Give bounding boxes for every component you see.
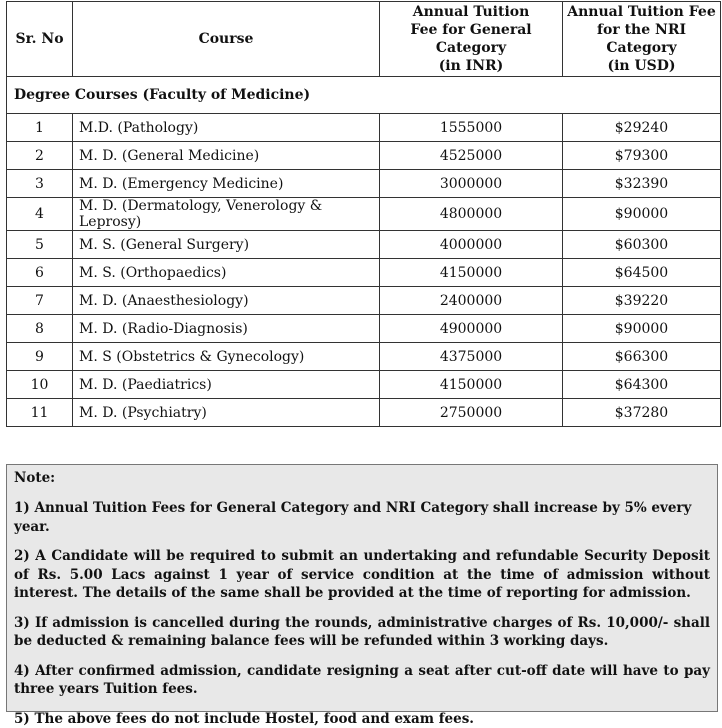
cell-sr-no: 9 — [7, 343, 73, 371]
section-row — [7, 77, 721, 114]
header-nri-fee-line: Annual Tuition Fee — [563, 3, 720, 21]
header-sr-no: Sr. No — [7, 2, 73, 77]
table-header-row — [7, 2, 721, 77]
cell-nri-fee: $37280 — [563, 399, 721, 427]
header-nri-fee — [563, 2, 721, 77]
cell-sr-no: 3 — [7, 170, 73, 198]
cell-sr-no: 10 — [7, 371, 73, 399]
note-box — [6, 464, 718, 712]
table-row — [7, 399, 721, 427]
table-row — [7, 170, 721, 198]
cell-course: M. D. (Psychiatry) — [73, 399, 380, 427]
header-nri-fee-line: for the NRI Category — [563, 21, 720, 57]
note-item: 2) A Candidate will be required to submit an undertaking and refundable Security Deposit of Rs. 5.00 Lacs against 1 year of service condition at the time of admission without interest. The details of the same shall be provided at the time of reporting for admission. — [14, 547, 710, 603]
cell-general-fee: 4900000 — [380, 315, 563, 343]
table-row — [7, 343, 721, 371]
section-title: Degree Courses (Faculty of Medicine) — [7, 77, 721, 114]
cell-general-fee: 4150000 — [380, 259, 563, 287]
cell-nri-fee: $39220 — [563, 287, 721, 315]
table-row — [7, 371, 721, 399]
cell-course: M. D. (Paediatrics) — [73, 371, 380, 399]
fee-table — [6, 1, 721, 427]
cell-sr-no: 11 — [7, 399, 73, 427]
cell-nri-fee: $66300 — [563, 343, 721, 371]
cell-general-fee: 4800000 — [380, 198, 563, 231]
header-general-fee-line: (in INR) — [380, 57, 562, 75]
header-general-fee-line: Category — [380, 39, 562, 57]
cell-sr-no: 1 — [7, 114, 73, 142]
header-general-fee — [380, 2, 563, 77]
cell-course: M. S (Obstetrics & Gynecology) — [73, 343, 380, 371]
cell-sr-no: 6 — [7, 259, 73, 287]
note-item: 3) If admission is cancelled during the rounds, administrative charges of Rs. 10,000/- shall be deducted & remaining balance fees will be refunded within 3 working days. — [14, 614, 710, 651]
cell-nri-fee: $29240 — [563, 114, 721, 142]
note-title: Note: — [14, 470, 710, 487]
cell-course: M. S. (Orthopaedics) — [73, 259, 380, 287]
cell-general-fee: 2750000 — [380, 399, 563, 427]
cell-course: M. S. (General Surgery) — [73, 231, 380, 259]
cell-general-fee: 2400000 — [380, 287, 563, 315]
cell-general-fee: 3000000 — [380, 170, 563, 198]
table-row — [7, 142, 721, 170]
cell-nri-fee: $32390 — [563, 170, 721, 198]
cell-general-fee: 4000000 — [380, 231, 563, 259]
cell-general-fee: 4375000 — [380, 343, 563, 371]
note-item: 1) Annual Tuition Fees for General Category and NRI Category shall increase by 5% every year. — [14, 499, 710, 536]
cell-course: M.D. (Pathology) — [73, 114, 380, 142]
cell-sr-no: 2 — [7, 142, 73, 170]
cell-course: M. D. (Anaesthesiology) — [73, 287, 380, 315]
table-row — [7, 259, 721, 287]
cell-nri-fee: $64300 — [563, 371, 721, 399]
cell-course: M. D. (Dermatology, Venerology & Leprosy) — [73, 198, 380, 231]
table-row — [7, 287, 721, 315]
cell-course: M. D. (Emergency Medicine) — [73, 170, 380, 198]
cell-course: M. D. (Radio-Diagnosis) — [73, 315, 380, 343]
cell-general-fee: 4150000 — [380, 371, 563, 399]
header-course: Course — [73, 2, 380, 77]
header-general-fee-line: Fee for General — [380, 21, 562, 39]
cell-sr-no: 5 — [7, 231, 73, 259]
header-general-fee-line: Annual Tuition — [380, 3, 562, 21]
cell-nri-fee: $60300 — [563, 231, 721, 259]
table-row — [7, 198, 721, 231]
cell-nri-fee: $90000 — [563, 315, 721, 343]
note-item: 5) The above fees do not include Hostel, food and exam fees. — [14, 710, 710, 728]
table-row — [7, 114, 721, 142]
cell-nri-fee: $90000 — [563, 198, 721, 231]
cell-sr-no: 8 — [7, 315, 73, 343]
table-row — [7, 231, 721, 259]
cell-course: M. D. (General Medicine) — [73, 142, 380, 170]
cell-general-fee: 1555000 — [380, 114, 563, 142]
cell-nri-fee: $64500 — [563, 259, 721, 287]
cell-general-fee: 4525000 — [380, 142, 563, 170]
cell-sr-no: 7 — [7, 287, 73, 315]
table-row — [7, 315, 721, 343]
header-nri-fee-line: (in USD) — [563, 57, 720, 75]
cell-nri-fee: $79300 — [563, 142, 721, 170]
cell-sr-no: 4 — [7, 198, 73, 231]
note-item: 4) After confirmed admission, candidate resigning a seat after cut-off date will have to pay three years Tuition fees. — [14, 662, 710, 699]
